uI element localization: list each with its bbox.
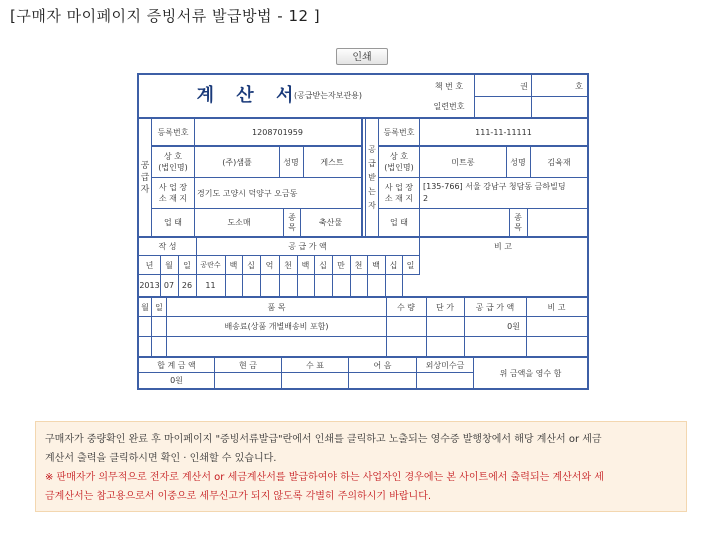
supplier-name: 게스트 (320, 157, 344, 167)
receiver-name: 김육재 (547, 157, 571, 167)
supplier-side-label: 공 급 자 (140, 160, 150, 195)
items-divider (426, 298, 427, 356)
supplier-reg-no-label: 등록번호 (157, 127, 189, 137)
summary-divider (242, 256, 243, 296)
item-product: 배송료(상품 개별배송비 포함) (224, 322, 329, 331)
items-divider (464, 298, 465, 356)
invoice-title: 계 산 서 (196, 85, 302, 106)
totals-divider (473, 358, 474, 388)
item-qty-header: 수 량 (397, 302, 415, 312)
totals-divider (348, 358, 349, 388)
supplier-divider (300, 209, 301, 236)
receiver-addr-label: 사 업 장 소 재 지 (384, 183, 414, 203)
item-amount: 0원 (507, 322, 520, 331)
summary-divider (367, 256, 368, 296)
notice-line: 구매자가 중량확인 완료 후 마이페이지 "증빙서류발급"란에서 인쇄를 클릭하고 노출되는 영수증 발행창에서 해당 계산서 or 세금 (45, 434, 602, 445)
summary-header-cell: 천 (354, 260, 363, 270)
total-amount-label: 합 계 금 액 (157, 360, 196, 370)
receiver-divider (530, 147, 531, 177)
items-divider (151, 298, 152, 356)
summary-header-cell: 십 (247, 260, 255, 270)
summary-header-cell: 백 (301, 260, 310, 270)
supplier-company-label: 상 호 (법인명) (158, 152, 188, 172)
summary-header-cell: 백 (372, 260, 380, 270)
summary-header-cell: 백 (229, 260, 238, 270)
item-amount-header: 공 급 가 액 (475, 302, 515, 312)
invoice-form (137, 73, 589, 390)
items-divider (139, 316, 587, 317)
totals-divider (214, 358, 215, 388)
cash-label: 현 금 (239, 360, 257, 370)
summary-divider (350, 256, 351, 296)
book-no-label: 책 번 호 (434, 81, 464, 91)
items-divider (139, 336, 587, 337)
summary-divider (314, 256, 315, 296)
items-divider (386, 298, 387, 356)
credit-label: 외상미수금 (425, 360, 465, 370)
section-divider (361, 119, 363, 236)
bill-label: 어 음 (373, 360, 392, 370)
supplier-biz-label: 업 태 (164, 218, 182, 227)
invoice-subtitle: (공급받는자보관용) (293, 90, 363, 100)
summary-header-cell: 년 (145, 260, 154, 270)
summary-divider (260, 256, 261, 296)
summary-divider (279, 256, 280, 296)
summary-header-cell: 월 (165, 260, 173, 270)
summary-divider (178, 256, 179, 296)
written-year: 2013 (139, 281, 160, 290)
summary-header-cell: 천 (284, 260, 292, 270)
written-label: 작 성 (158, 242, 177, 251)
supply-amount-label: 공 급 가 액 (288, 242, 327, 251)
notice-line: 계산서 출력을 클릭하시면 확인 · 인쇄할 수 있습니다. (45, 453, 277, 464)
supplier-divider (279, 147, 280, 177)
items-divider (526, 298, 527, 356)
totals-divider (281, 358, 282, 388)
check-label: 수 표 (306, 360, 324, 370)
supplier-name-label: 성명 (283, 157, 299, 167)
receiver-reg-no-label: 등록번호 (383, 127, 415, 137)
ho-label: 호 (575, 81, 583, 91)
summary-header-cell: 만 (337, 260, 345, 270)
note-label: 비 고 (494, 242, 512, 251)
summary-header-cell: 일 (183, 260, 191, 270)
receiver-item-label: 종 목 (514, 212, 522, 232)
supplier-addr: 경기도 고양시 덕양구 오금동 (197, 188, 298, 198)
item-price-header: 단 가 (436, 302, 454, 312)
page-title: [구매자 마이페이지 증빙서류 발급방법 - 12 ] (10, 7, 321, 25)
receiver-company-label: 상 호 (법인명) (384, 152, 414, 172)
receiver-biz-label: 업 태 (390, 218, 408, 227)
receiver-divider (506, 147, 507, 177)
totals-divider (139, 372, 474, 373)
receiver-divider (527, 209, 528, 236)
receiver-divider (379, 177, 587, 178)
summary-divider (225, 256, 226, 296)
receiver-reg-no: 111-11-11111 (475, 127, 532, 137)
supplier-divider (303, 147, 304, 177)
receiver-divider (379, 145, 587, 147)
supplier-divider (152, 208, 361, 209)
summary-header-cell: 공란수 (200, 261, 221, 269)
notice-warning: 금계산서는 참고용으로서 이중으로 세무신고가 되지 않도록 각별히 주의하시기 바랍니다. (45, 491, 432, 502)
header-divider (531, 75, 532, 117)
items-divider (166, 298, 167, 356)
summary-header-cell: 일 (406, 260, 415, 270)
supplier-company: (주)샘플 (222, 157, 252, 167)
supplier-item-label: 종 목 (288, 212, 296, 232)
written-month: 07 (163, 281, 175, 290)
receiver-divider (379, 208, 587, 209)
summary-divider (196, 256, 197, 296)
serial-no-label: 일련번호 (433, 101, 465, 111)
item-note-header: 비 고 (547, 302, 566, 312)
totals-divider (416, 358, 417, 388)
summary-divider (419, 238, 420, 275)
supplier-reg-no: 1208701959 (252, 127, 303, 137)
receiver-divider (509, 209, 510, 236)
item-product-header: 품 목 (267, 302, 286, 312)
supplier-divider (283, 209, 284, 236)
gwon-label: 권 (520, 81, 528, 91)
supplier-divider (152, 145, 361, 147)
summary-header-cell: 십 (319, 260, 327, 270)
receiver-name-label: 성명 (510, 157, 526, 167)
summary-divider (160, 256, 161, 296)
summary-header-cell: 억 (265, 260, 274, 270)
summary-header-cell: 십 (389, 260, 398, 270)
written-day: 26 (181, 281, 193, 290)
summary-divider (402, 256, 403, 296)
notice-warning: ※ 판매자가 의무적으로 전자로 계산서 or 세금계산서를 발급하여야 하는 사업자인 경우에는 본 사이트에서 출력되는 계산서와 세 (45, 472, 604, 483)
item-day-header: 일 (155, 302, 163, 312)
receiver-side-label: 공 급 받 는 자 (368, 144, 376, 210)
receiver-addr: [135-766] 서울 강남구 청담동 금하빌딩 2 (423, 182, 566, 203)
supplier-biz: 도소매 (227, 218, 251, 227)
summary-divider (332, 256, 333, 296)
total-amount: 0원 (170, 376, 183, 385)
summary-divider (297, 256, 298, 296)
supplier-addr-label: 사 업 장 소 재 지 (158, 183, 188, 203)
summary-divider (385, 256, 386, 296)
print-button[interactable]: 인쇄 (336, 48, 388, 65)
notice-box (35, 421, 687, 512)
receipt-text: 위 금액을 영수 함 (499, 368, 562, 378)
blank-count: 11 (205, 281, 216, 290)
supplier-divider (152, 177, 361, 178)
item-month-header: 월 (141, 302, 149, 312)
supplier-item: 축산물 (318, 218, 343, 227)
receiver-company: 미트롱 (451, 157, 475, 167)
